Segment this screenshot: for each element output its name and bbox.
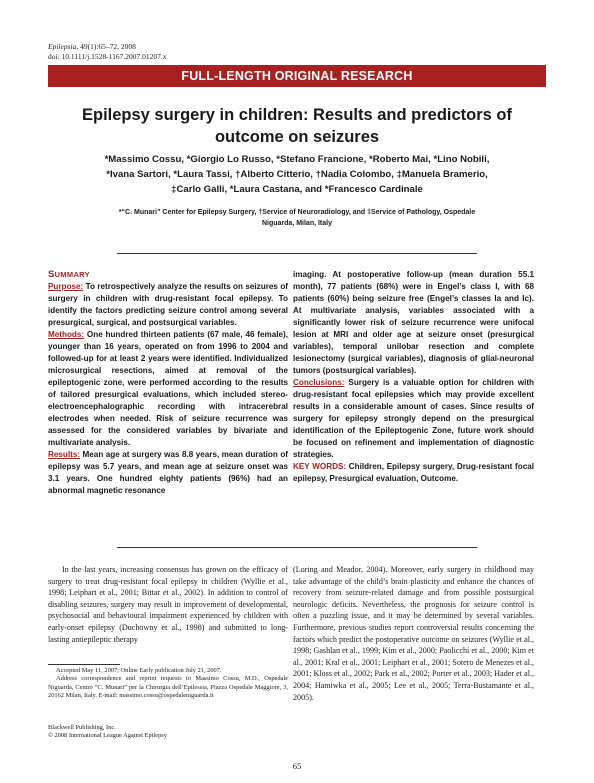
article-type-banner: FULL-LENGTH ORIGINAL RESEARCH: [48, 65, 546, 87]
keywords-text: Children, Epilepsy surgery, Drug-resistant focal epilepsy, Presurgical evaluation, Outcome.: [293, 462, 534, 483]
footnote-divider: [48, 664, 120, 665]
conclusions-section: [293, 377, 534, 461]
keywords-label: KEY WORDS:: [293, 462, 347, 471]
journal-volume: 49(1):65–72, 2008: [78, 42, 136, 51]
purpose-section: [48, 281, 288, 329]
abstract-bottom-rule: [117, 547, 477, 548]
article-title: [48, 104, 546, 148]
results-text: Mean age at surgery was 8.8 years, mean duration of epilepsy was 5.7 years, and mean age at seizure onset was 3.1 years. One hundred eighty patients (96%) had an abnormal magnetic resonance: [48, 450, 288, 495]
abstract-left-column: [48, 269, 288, 497]
author-line: *Massimo Cossu, *Giorgio Lo Russo, *Stefano Francione, *Roberto Mai, *Lino Nobili,: [104, 154, 490, 165]
conclusions-label: Conclusions:: [293, 378, 345, 387]
affiliations: [60, 207, 534, 229]
methods-section: [48, 329, 288, 449]
author-line: *Ivana Sartori, *Laura Tassi, †Alberto Citterio, †Nadia Colombo, ‡Manuela Bramerio,: [106, 169, 488, 180]
footnote: [48, 667, 288, 701]
author-list: [48, 152, 546, 197]
accepted-note: Accepted May 11, 2007; Online Early publication July 21, 2007.: [56, 667, 222, 674]
methods-text: One hundred thirteen patients (67 male, 46 female), younger than 16 years, operated on from 1996 to 2004 and followed-up for at least 2 years were identified. Individualized microsurgical resections, aimed at removal of the epileptogenic zone, were performed according to the results of tailored presurgical evaluations, which included stereo-electroencephalographic recording with intracerebral electrodes when needed. Risk of seizure recurrence was assessed for the considered variables by bivariate and multivariate analysis.: [48, 330, 288, 447]
keywords-section: [293, 461, 534, 485]
methods-label: Methods:: [48, 330, 85, 339]
body-paragraph: In the last years, increasing consensus has grown on the efficacy of surgery to treat drug-resistant focal epilepsy in children (Wyllie et al., 1998; Leiphart et al., 2001; Bittar et al., 2002). In addition to control of disabling seizures, surgery may result in improvement of developmental, psychosocial and behavioural impairment experienced by children with early-onset epilepsy (Duchowny et al., 1998) and submitted to long-lasting antiepileptic therapy: [48, 565, 288, 644]
abstract-top-rule: [117, 253, 477, 254]
body-right-column: [293, 564, 534, 703]
publisher-name: Blackwell Publishing, Inc.: [48, 724, 116, 731]
title-line: outcome on seizures: [214, 128, 380, 146]
abstract-right-column: [293, 269, 534, 485]
copyright: © 2008 International League Against Epilepsy: [48, 732, 167, 740]
author-line: ‡Carlo Galli, *Laura Castana, and *Francesco Cardinale: [171, 184, 423, 195]
journal-citation: [48, 42, 166, 62]
summary-heading: SUMMARY: [48, 269, 90, 280]
body-left-column: [48, 564, 288, 645]
purpose-text: To retrospectively analyze the results on seizures of surgery in children with drug-resistant focal epilepsy. To identify the factors predicting seizure control among several presurgical, surgical, and postsurgical variables.: [48, 282, 288, 327]
publisher-info: [48, 724, 167, 741]
results-continued: imaging. At postoperative follow-up (mean duration 55.1 month), 77 patients (68%) were in Engel’s class I, with 68 patients (60%) being seizure free (Engel’s classes Ia and Ic). At multivariate analysis, variables associated with a significantly lower risk of seizure recurrence were unifocal lesion at MRI and older age at seizure onset (presurgical variables), temporal unilobar resection and complete lesionectomy (surgical variables), diagnosis of glial-neuronal tumors (postsurgical variables).: [293, 270, 534, 375]
journal-doi: doi: 10.1111/j.1528-1167.2007.01207.x: [48, 52, 167, 61]
body-paragraph: (Loring and Meador, 2004). Moreover, early surgery in childhood may take advantage of the child’s brain plasticity and enhance the chances of recovery from seizure-related damage and from possible postsurgical neurologic deficits. Nevertheless, the prognosis for seizure control is often a puzzling issue, and it may be determined by several variables. Furthermore, previous studies report controversial results concerning the factors which predict the postoperative outcome on seizures (Wyllie et al., 1998; Gashlan et al., 1999; Kim et al., 2000; Paolicchi et al., 2000; Kim et al., 2001; Kral et al., 2001; Leiphart et al., 2001; Sotero de Menezes et al., 2001; Kloss et al., 2002; Park et al., 2002; Porter et al., 2003; Hader et al., 2004; Hamiwka et al., 2005; Lee et al., 2005; Terra-Bustamante et al., 2005).: [293, 565, 534, 702]
results-label: Results:: [48, 450, 81, 459]
conclusions-text: Surgery is a valuable option for children with drug-resistant focal epilepsies which may provide excellent results in a considerable amount of cases. Since results of surgery for epilepsy strongly depend on the presurgical identification of the Epileptogenic Zone, future work should be focused on refinement and implementation of diagnostic strategies.: [293, 378, 534, 459]
journal-name: Epilepsia,: [48, 42, 79, 51]
affiliation-line: Niguarda, Milan, Italy: [261, 220, 332, 227]
page-number: 65: [292, 761, 302, 771]
title-line: Epilepsy surgery in children: Results and predictors of: [81, 106, 512, 124]
affiliation-line: *“C. Munari” Center for Epilepsy Surgery, †Service of Neuroradiology, and ‡Service of Pathology, Ospedale: [118, 209, 476, 216]
purpose-label: Purpose:: [48, 282, 84, 291]
results-section: [48, 449, 288, 497]
correspondence-note: Address correspondence and reprint requests to Massimo Cossu, M.D., Ospedale Niguarda, Centro “C. Munari” per la Chirurgia dell’Epilessia, Piazza Ospedale Maggiore, 3, 20162 Milan, Italy. E-mail: massimo.cossu@ospedaleniguarda.it: [48, 675, 288, 700]
